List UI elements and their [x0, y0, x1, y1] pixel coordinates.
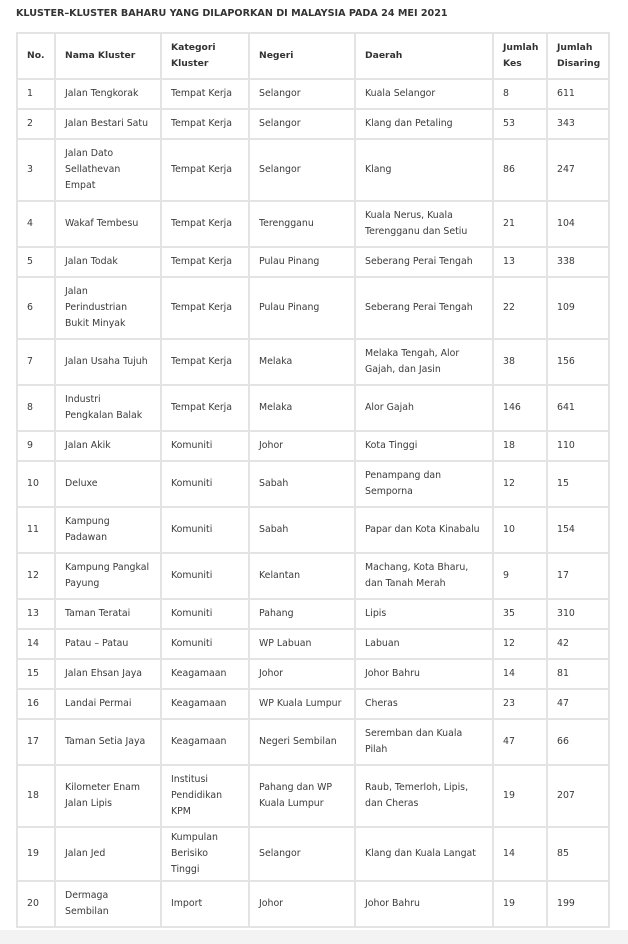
table-row	[17, 827, 609, 881]
cell-jumlah-disaring: 85	[547, 827, 609, 881]
cell-jumlah-disaring: 17	[547, 553, 609, 599]
cell-kategori: Keagamaan	[161, 659, 249, 689]
cell-jumlah-kes: 146	[493, 385, 547, 431]
cell-kategori: Kumpulan Berisiko Tinggi	[161, 827, 249, 881]
cell-jumlah-disaring: 104	[547, 201, 609, 247]
cell-jumlah-kes: 86	[493, 139, 547, 201]
cell-nama-kluster: Jalan Bestari Satu	[55, 109, 161, 139]
table-header-row	[17, 33, 609, 79]
cell-jumlah-disaring: 110	[547, 431, 609, 461]
cell-daerah: Kuala Selangor	[355, 79, 493, 109]
cell-no: 7	[17, 339, 55, 385]
cell-nama-kluster: Taman Teratai	[55, 599, 161, 629]
cell-jumlah-kes: 12	[493, 629, 547, 659]
table-row	[17, 201, 609, 247]
cell-negeri: WP Labuan	[249, 629, 355, 659]
cell-jumlah-kes: 14	[493, 827, 547, 881]
cell-jumlah-disaring: 338	[547, 247, 609, 277]
cell-kategori: Tempat Kerja	[161, 139, 249, 201]
cell-daerah: Papar dan Kota Kinabalu	[355, 507, 493, 553]
table-row	[17, 385, 609, 431]
cell-negeri: Selangor	[249, 109, 355, 139]
cell-negeri: WP Kuala Lumpur	[249, 689, 355, 719]
cell-jumlah-kes: 10	[493, 507, 547, 553]
cell-negeri: Selangor	[249, 79, 355, 109]
cell-jumlah-disaring: 611	[547, 79, 609, 109]
cell-jumlah-disaring: 641	[547, 385, 609, 431]
cell-jumlah-kes: 14	[493, 659, 547, 689]
cell-kategori: Tempat Kerja	[161, 201, 249, 247]
table-row	[17, 247, 609, 277]
header-kategori-kluster: Kategori Kluster	[161, 33, 249, 79]
cell-jumlah-kes: 18	[493, 431, 547, 461]
cell-jumlah-kes: 21	[493, 201, 547, 247]
cluster-table	[16, 32, 610, 928]
table-row	[17, 431, 609, 461]
cell-negeri: Negeri Sembilan	[249, 719, 355, 765]
cell-daerah: Johor Bahru	[355, 659, 493, 689]
cell-kategori: Komuniti	[161, 461, 249, 507]
header-daerah: Daerah	[355, 33, 493, 79]
cell-negeri: Kelantan	[249, 553, 355, 599]
cell-jumlah-disaring: 207	[547, 765, 609, 827]
table-row	[17, 659, 609, 689]
table-row	[17, 339, 609, 385]
cell-no: 16	[17, 689, 55, 719]
cell-jumlah-disaring: 109	[547, 277, 609, 339]
table-row	[17, 553, 609, 599]
cell-no: 11	[17, 507, 55, 553]
cell-negeri: Pahang dan WP Kuala Lumpur	[249, 765, 355, 827]
cell-nama-kluster: Jalan Akik	[55, 431, 161, 461]
cell-daerah: Seremban dan Kuala Pilah	[355, 719, 493, 765]
cell-nama-kluster: Kampung Padawan	[55, 507, 161, 553]
cell-kategori: Komuniti	[161, 507, 249, 553]
cell-jumlah-kes: 38	[493, 339, 547, 385]
header-negeri: Negeri	[249, 33, 355, 79]
cell-jumlah-disaring: 154	[547, 507, 609, 553]
cell-negeri: Pulau Pinang	[249, 277, 355, 339]
cell-nama-kluster: Jalan Usaha Tujuh	[55, 339, 161, 385]
cell-kategori: Institusi Pendidikan KPM	[161, 765, 249, 827]
cell-jumlah-kes: 22	[493, 277, 547, 339]
cell-kategori: Komuniti	[161, 599, 249, 629]
cell-kategori: Tempat Kerja	[161, 247, 249, 277]
cell-jumlah-kes: 23	[493, 689, 547, 719]
cell-jumlah-disaring: 156	[547, 339, 609, 385]
cell-jumlah-kes: 53	[493, 109, 547, 139]
cell-no: 13	[17, 599, 55, 629]
cell-nama-kluster: Jalan Todak	[55, 247, 161, 277]
cell-no: 20	[17, 881, 55, 927]
table-row	[17, 139, 609, 201]
cell-daerah: Klang	[355, 139, 493, 201]
cell-daerah: Klang dan Kuala Langat	[355, 827, 493, 881]
cell-jumlah-disaring: 199	[547, 881, 609, 927]
cell-negeri: Terengganu	[249, 201, 355, 247]
cell-nama-kluster: Jalan Tengkorak	[55, 79, 161, 109]
header-jumlah-disaring: Jumlah Disaring	[547, 33, 609, 79]
cell-negeri: Johor	[249, 659, 355, 689]
cell-negeri: Melaka	[249, 339, 355, 385]
cell-jumlah-kes: 35	[493, 599, 547, 629]
cell-kategori: Komuniti	[161, 553, 249, 599]
cell-daerah: Labuan	[355, 629, 493, 659]
cell-daerah: Kuala Nerus, Kuala Terengganu dan Setiu	[355, 201, 493, 247]
cell-jumlah-kes: 19	[493, 881, 547, 927]
cell-daerah: Seberang Perai Tengah	[355, 247, 493, 277]
cell-kategori: Tempat Kerja	[161, 109, 249, 139]
cell-nama-kluster: Patau – Patau	[55, 629, 161, 659]
table-row	[17, 277, 609, 339]
table-row	[17, 719, 609, 765]
header-nama-kluster: Nama Kluster	[55, 33, 161, 79]
cell-jumlah-kes: 19	[493, 765, 547, 827]
cell-negeri: Sabah	[249, 507, 355, 553]
cell-nama-kluster: Deluxe	[55, 461, 161, 507]
cell-kategori: Komuniti	[161, 629, 249, 659]
cell-daerah: Melaka Tengah, Alor Gajah, dan Jasin	[355, 339, 493, 385]
cell-daerah: Johor Bahru	[355, 881, 493, 927]
cell-no: 9	[17, 431, 55, 461]
table-row	[17, 765, 609, 827]
cell-daerah: Seberang Perai Tengah	[355, 277, 493, 339]
cell-kategori: Tempat Kerja	[161, 79, 249, 109]
cell-nama-kluster: Industri Pengkalan Balak	[55, 385, 161, 431]
cell-nama-kluster: Kampung Pangkal Payung	[55, 553, 161, 599]
cell-nama-kluster: Jalan Jed	[55, 827, 161, 881]
cell-kategori: Keagamaan	[161, 689, 249, 719]
cell-jumlah-kes: 13	[493, 247, 547, 277]
cell-negeri: Selangor	[249, 827, 355, 881]
cell-no: 14	[17, 629, 55, 659]
cell-kategori: Keagamaan	[161, 719, 249, 765]
cell-negeri: Melaka	[249, 385, 355, 431]
cell-no: 17	[17, 719, 55, 765]
cell-daerah: Klang dan Petaling	[355, 109, 493, 139]
table-body	[17, 79, 609, 927]
cell-jumlah-disaring: 247	[547, 139, 609, 201]
cell-negeri: Johor	[249, 881, 355, 927]
cell-jumlah-kes: 8	[493, 79, 547, 109]
cell-negeri: Sabah	[249, 461, 355, 507]
cell-nama-kluster: Jalan Dato Sellathevan Empat	[55, 139, 161, 201]
cell-no: 4	[17, 201, 55, 247]
cell-no: 6	[17, 277, 55, 339]
cell-nama-kluster: Dermaga Sembilan	[55, 881, 161, 927]
cell-nama-kluster: Landai Permai	[55, 689, 161, 719]
cell-jumlah-disaring: 15	[547, 461, 609, 507]
cell-daerah: Raub, Temerloh, Lipis, dan Cheras	[355, 765, 493, 827]
cell-daerah: Cheras	[355, 689, 493, 719]
table-row	[17, 79, 609, 109]
cell-no: 1	[17, 79, 55, 109]
cell-nama-kluster: Taman Setia Jaya	[55, 719, 161, 765]
cell-no: 5	[17, 247, 55, 277]
cell-no: 12	[17, 553, 55, 599]
cell-negeri: Pulau Pinang	[249, 247, 355, 277]
cell-no: 2	[17, 109, 55, 139]
cell-jumlah-disaring: 66	[547, 719, 609, 765]
cell-jumlah-kes: 12	[493, 461, 547, 507]
cell-negeri: Johor	[249, 431, 355, 461]
cell-nama-kluster: Wakaf Tembesu	[55, 201, 161, 247]
table-row	[17, 507, 609, 553]
cell-jumlah-disaring: 42	[547, 629, 609, 659]
cell-daerah: Alor Gajah	[355, 385, 493, 431]
cell-jumlah-disaring: 47	[547, 689, 609, 719]
table-row	[17, 461, 609, 507]
cell-no: 18	[17, 765, 55, 827]
table-title: KLUSTER–KLUSTER BAHARU YANG DILAPORKAN DI MALAYSIA PADA 24 MEI 2021	[16, 8, 448, 19]
table-row	[17, 109, 609, 139]
cell-jumlah-kes: 9	[493, 553, 547, 599]
cell-nama-kluster: Kilometer Enam Jalan Lipis	[55, 765, 161, 827]
cell-negeri: Pahang	[249, 599, 355, 629]
cell-daerah: Machang, Kota Bharu, dan Tanah Merah	[355, 553, 493, 599]
table-row	[17, 599, 609, 629]
cell-nama-kluster: Jalan Ehsan Jaya	[55, 659, 161, 689]
cell-no: 15	[17, 659, 55, 689]
cell-no: 19	[17, 827, 55, 881]
table-row	[17, 881, 609, 927]
header-no: No.	[17, 33, 55, 79]
table-row	[17, 689, 609, 719]
cell-negeri: Selangor	[249, 139, 355, 201]
cell-jumlah-kes: 47	[493, 719, 547, 765]
cell-jumlah-disaring: 310	[547, 599, 609, 629]
cell-kategori: Tempat Kerja	[161, 277, 249, 339]
cell-daerah: Penampang dan Semporna	[355, 461, 493, 507]
table-row	[17, 629, 609, 659]
cell-daerah: Lipis	[355, 599, 493, 629]
cell-jumlah-disaring: 81	[547, 659, 609, 689]
cell-kategori: Tempat Kerja	[161, 339, 249, 385]
cell-no: 3	[17, 139, 55, 201]
cell-kategori: Komuniti	[161, 431, 249, 461]
cell-kategori: Import	[161, 881, 249, 927]
cell-nama-kluster: Jalan Perindustrian Bukit Minyak	[55, 277, 161, 339]
cell-daerah: Kota Tinggi	[355, 431, 493, 461]
cell-jumlah-disaring: 343	[547, 109, 609, 139]
cell-no: 10	[17, 461, 55, 507]
cell-kategori: Tempat Kerja	[161, 385, 249, 431]
header-jumlah-kes: Jumlah Kes	[493, 33, 547, 79]
cell-no: 8	[17, 385, 55, 431]
